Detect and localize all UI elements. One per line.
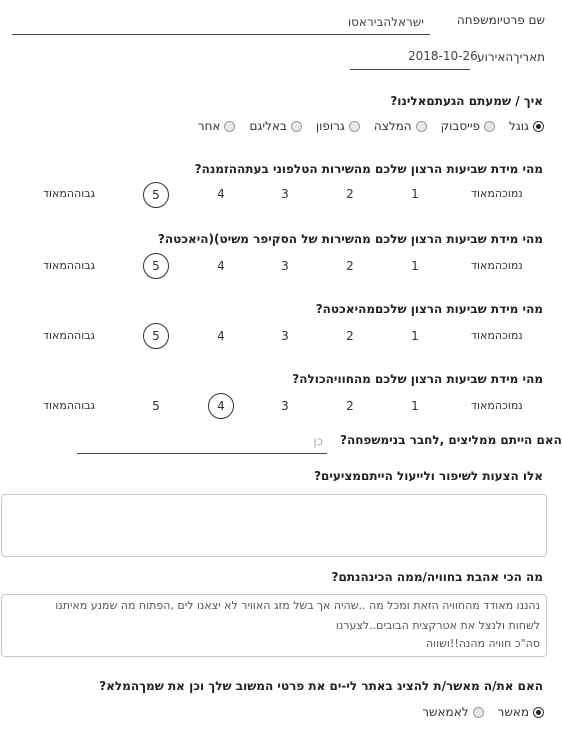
rating-3-title: מהי מידת שביעות הרצון שלכםמהיאכטה? — [315, 302, 543, 316]
rating-1-option-3[interactable]: 3 — [281, 187, 289, 201]
radio-icon — [473, 707, 484, 718]
recommend-input[interactable] — [77, 433, 327, 454]
rating-2-option-4[interactable]: 4 — [217, 259, 225, 273]
loved-textarea[interactable] — [1, 594, 547, 657]
source-option-recommendation[interactable]: המלצה — [374, 119, 427, 133]
rating-4-option-5[interactable]: 5 — [152, 399, 160, 413]
rating-1-option-1[interactable]: 1 — [411, 187, 419, 201]
date-label: תאריךהאירוע — [477, 50, 545, 64]
source-option-other[interactable]: אחר — [198, 119, 236, 133]
source-option-groupon[interactable]: גרופון — [316, 119, 360, 133]
rating-3-option-3[interactable]: 3 — [281, 329, 289, 343]
rating-1-option-2[interactable]: 2 — [346, 187, 354, 201]
rating-2-title: מהי מידת שביעות הרצון שלכם מהשירות של הסקיפר משיט)(היאכטה? — [157, 232, 543, 246]
source-option-facebook[interactable]: פייסבוק — [441, 119, 495, 133]
consent-radio-group — [408, 703, 544, 721]
source-option-google[interactable]: גוגל — [509, 119, 544, 133]
rating-4-option-3[interactable]: 3 — [281, 399, 289, 413]
consent-option-decline[interactable]: לאמאשר — [422, 705, 483, 719]
loved-line-2: לשחות ולנצל את אטרקצית הבובים..לצערנו — [335, 619, 540, 632]
source-radio-group — [184, 117, 544, 135]
rating-3-option-5[interactable]: 5 — [143, 323, 169, 349]
date-input[interactable] — [350, 48, 478, 70]
name-label: שם פרטיומשפחה — [456, 13, 545, 27]
source-option-baligam[interactable]: באליגם — [249, 119, 301, 133]
date-value: 2018-10-26 — [408, 49, 478, 63]
name-value: ישראלהביראסו — [347, 15, 424, 29]
radio-icon — [224, 121, 235, 132]
rating-3-low-label: נמוכהמאוד — [471, 329, 523, 342]
radio-selected-icon — [533, 121, 544, 132]
recommend-value: כן — [313, 434, 323, 448]
source-question-title: איך / שמעתם הגעתםאלינו? — [390, 94, 543, 108]
rating-2-high-label: גבוההמאוד — [43, 259, 96, 272]
rating-1-option-4[interactable]: 4 — [217, 187, 225, 201]
rating-4-option-1[interactable]: 1 — [411, 399, 419, 413]
suggestions-textarea[interactable] — [1, 494, 547, 557]
radio-icon — [484, 121, 495, 132]
rating-3-option-4[interactable]: 4 — [217, 329, 225, 343]
radio-icon — [349, 121, 360, 132]
rating-4-option-2[interactable]: 2 — [346, 399, 354, 413]
rating-2-low-label: נמוכהמאוד — [471, 259, 523, 272]
loved-line-3: סה"כ חוויה מהנה!!ושווה — [425, 637, 540, 650]
rating-4-option-4[interactable]: 4 — [208, 393, 234, 419]
name-input[interactable] — [12, 14, 430, 35]
recommend-label: האם הייתם ממליצים ,לחבר בנימשפחה? — [340, 433, 562, 447]
rating-2-option-2[interactable]: 2 — [346, 259, 354, 273]
loved-line-1: נהננו מאודד מהחוויה הזאת ומכל מה ..שהיה אך בשל מזג האוויר לא יצאנו לים ,הפתוח מה שמנע מאיתנו — [55, 599, 540, 612]
rating-2-option-3[interactable]: 3 — [281, 259, 289, 273]
rating-1-option-5[interactable]: 5 — [143, 182, 169, 208]
rating-1-low-label: נמוכהמאוד — [471, 187, 523, 200]
rating-4-high-label: גבוההמאוד — [43, 399, 96, 412]
rating-4-title: מהי מידת שביעות הרצון שלכם מהחוויהכולה? — [292, 372, 543, 386]
suggestions-label: אלו הצעות לשיפור ולייעול הייתםמציעים? — [314, 469, 543, 483]
consent-label: האם את/ה מאשר/ת להציג באתר לי-ים את פרטי המשוב שלך וכן את שמךהמלא? — [99, 679, 543, 693]
radio-selected-icon — [533, 707, 544, 718]
rating-1-title: מהי מידת שביעות הרצון שלכם מהשירות הטלפוני בעתההזמנה? — [194, 162, 543, 176]
rating-2-option-5[interactable]: 5 — [143, 253, 169, 279]
consent-option-approve[interactable]: מאשר — [498, 705, 544, 719]
rating-3-option-1[interactable]: 1 — [411, 329, 419, 343]
rating-3-option-2[interactable]: 2 — [346, 329, 354, 343]
loved-label: מה הכי אהבת בחוויה/ממה הכינהנתם? — [331, 570, 543, 584]
rating-2-option-1[interactable]: 1 — [411, 259, 419, 273]
radio-icon — [416, 121, 427, 132]
suggestions-value — [2, 495, 546, 499]
rating-3-high-label: גבוההמאוד — [43, 329, 96, 342]
rating-1-high-label: גבוההמאוד — [43, 187, 96, 200]
radio-icon — [291, 121, 302, 132]
rating-4-low-label: נמוכהמאוד — [471, 399, 523, 412]
